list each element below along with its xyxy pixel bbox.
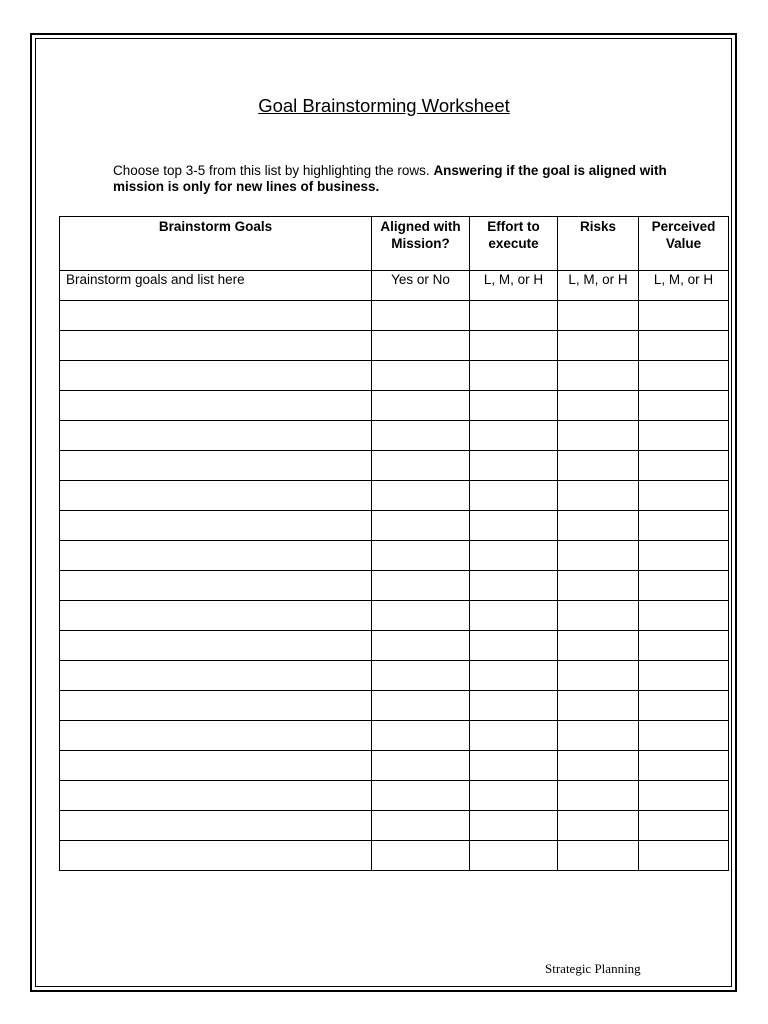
- risks-cell: [558, 811, 639, 841]
- table-row: [60, 601, 729, 631]
- table-row: [60, 631, 729, 661]
- risks-cell: [558, 691, 639, 721]
- value-cell: [639, 661, 729, 691]
- table-header-row: [60, 217, 729, 271]
- aligned-cell: [372, 421, 470, 451]
- aligned-cell: [372, 571, 470, 601]
- effort-cell: [470, 451, 558, 481]
- effort-cell: [470, 601, 558, 631]
- value-cell: [639, 601, 729, 631]
- effort-cell: [470, 481, 558, 511]
- footer-text: Strategic Planning: [545, 961, 641, 976]
- aligned-cell: [372, 691, 470, 721]
- page-title: Goal Brainstorming Worksheet: [258, 95, 510, 116]
- effort-cell: [470, 361, 558, 391]
- effort-cell: [470, 841, 558, 871]
- aligned-cell: [372, 301, 470, 331]
- effort-cell: [470, 391, 558, 421]
- table-row: [60, 301, 729, 331]
- instructions-text: Choose top 3-5 from this list by highlighting the rows.: [113, 163, 430, 178]
- aligned-cell: [372, 811, 470, 841]
- goal-cell: [60, 391, 372, 421]
- risks-cell: [558, 781, 639, 811]
- table-row: [60, 361, 729, 391]
- risks-cell: [558, 841, 639, 871]
- value-cell: [639, 481, 729, 511]
- table-row: [60, 511, 729, 541]
- effort-cell: [470, 331, 558, 361]
- effort-cell: [470, 571, 558, 601]
- table-row: [60, 751, 729, 781]
- value-cell: [639, 781, 729, 811]
- value-cell: [639, 721, 729, 751]
- value-cell: [639, 301, 729, 331]
- goal-cell: [60, 661, 372, 691]
- risks-cell: [558, 601, 639, 631]
- aligned-cell: [372, 661, 470, 691]
- risks-cell: [558, 421, 639, 451]
- aligned-cell: [372, 631, 470, 661]
- risks-cell: [558, 451, 639, 481]
- table-row: [60, 541, 729, 571]
- risks-cell: [558, 661, 639, 691]
- risks-cell: [558, 391, 639, 421]
- table-row: [60, 781, 729, 811]
- value-cell: [639, 511, 729, 541]
- goal-cell: [60, 691, 372, 721]
- value-cell: [639, 451, 729, 481]
- goal-cell: [60, 511, 372, 541]
- goal-cell: [60, 811, 372, 841]
- effort-cell: [470, 811, 558, 841]
- value-cell: [639, 421, 729, 451]
- table-row: [60, 331, 729, 361]
- effort-cell: [470, 721, 558, 751]
- goal-cell: [60, 301, 372, 331]
- example-aligned-cell: Yes or No: [372, 271, 470, 301]
- table-row: [60, 571, 729, 601]
- goal-cell: [60, 841, 372, 871]
- aligned-cell: [372, 361, 470, 391]
- effort-cell: [470, 781, 558, 811]
- value-cell: [639, 811, 729, 841]
- goal-cell: [60, 751, 372, 781]
- risks-cell: [558, 331, 639, 361]
- risks-cell: [558, 571, 639, 601]
- instructions-bold-text: Answering if the goal is aligned with mission is only for new lines of business.: [113, 163, 667, 194]
- aligned-cell: [372, 781, 470, 811]
- aligned-cell: [372, 391, 470, 421]
- header-effort-to-execute: Effort to execute: [470, 217, 558, 271]
- aligned-cell: [372, 451, 470, 481]
- value-cell: [639, 841, 729, 871]
- instructions: [113, 163, 673, 195]
- value-cell: [639, 751, 729, 781]
- header-aligned-with-mission: Aligned with Mission?: [372, 217, 470, 271]
- effort-cell: [470, 301, 558, 331]
- aligned-cell: [372, 511, 470, 541]
- effort-cell: [470, 631, 558, 661]
- goal-cell: [60, 451, 372, 481]
- aligned-cell: [372, 331, 470, 361]
- effort-cell: [470, 421, 558, 451]
- aligned-cell: [372, 541, 470, 571]
- table-row: [60, 451, 729, 481]
- goal-cell: [60, 781, 372, 811]
- table-row: [60, 481, 729, 511]
- value-cell: [639, 391, 729, 421]
- value-cell: [639, 541, 729, 571]
- risks-cell: [558, 361, 639, 391]
- value-cell: [639, 361, 729, 391]
- goal-cell: [60, 541, 372, 571]
- risks-cell: [558, 481, 639, 511]
- header-risks: Risks: [558, 217, 639, 271]
- value-cell: [639, 691, 729, 721]
- goal-cell: [60, 631, 372, 661]
- value-cell: [639, 571, 729, 601]
- value-cell: [639, 631, 729, 661]
- effort-cell: [470, 751, 558, 781]
- table-row: [60, 811, 729, 841]
- risks-cell: [558, 301, 639, 331]
- aligned-cell: [372, 841, 470, 871]
- example-effort-cell: L, M, or H: [470, 271, 558, 301]
- effort-cell: [470, 541, 558, 571]
- table-row: [60, 661, 729, 691]
- risks-cell: [558, 631, 639, 661]
- header-perceived-value: Perceived Value: [639, 217, 729, 271]
- aligned-cell: [372, 751, 470, 781]
- risks-cell: [558, 751, 639, 781]
- goal-cell: [60, 571, 372, 601]
- risks-cell: [558, 541, 639, 571]
- example-row: [60, 271, 729, 301]
- table-row: [60, 691, 729, 721]
- goal-cell: [60, 361, 372, 391]
- aligned-cell: [372, 601, 470, 631]
- table-row: [60, 841, 729, 871]
- goal-cell: [60, 601, 372, 631]
- table-row: [60, 721, 729, 751]
- goal-cell: [60, 721, 372, 751]
- example-goal-cell: Brainstorm goals and list here: [60, 271, 372, 301]
- aligned-cell: [372, 481, 470, 511]
- effort-cell: [470, 691, 558, 721]
- goal-cell: [60, 481, 372, 511]
- goals-table: [59, 216, 729, 871]
- risks-cell: [558, 721, 639, 751]
- goal-cell: [60, 421, 372, 451]
- goal-cell: [60, 331, 372, 361]
- example-risks-cell: L, M, or H: [558, 271, 639, 301]
- header-brainstorm-goals: Brainstorm Goals: [60, 217, 372, 271]
- aligned-cell: [372, 721, 470, 751]
- effort-cell: [470, 661, 558, 691]
- effort-cell: [470, 511, 558, 541]
- table-row: [60, 421, 729, 451]
- value-cell: [639, 331, 729, 361]
- risks-cell: [558, 511, 639, 541]
- table-row: [60, 391, 729, 421]
- example-value-cell: L, M, or H: [639, 271, 729, 301]
